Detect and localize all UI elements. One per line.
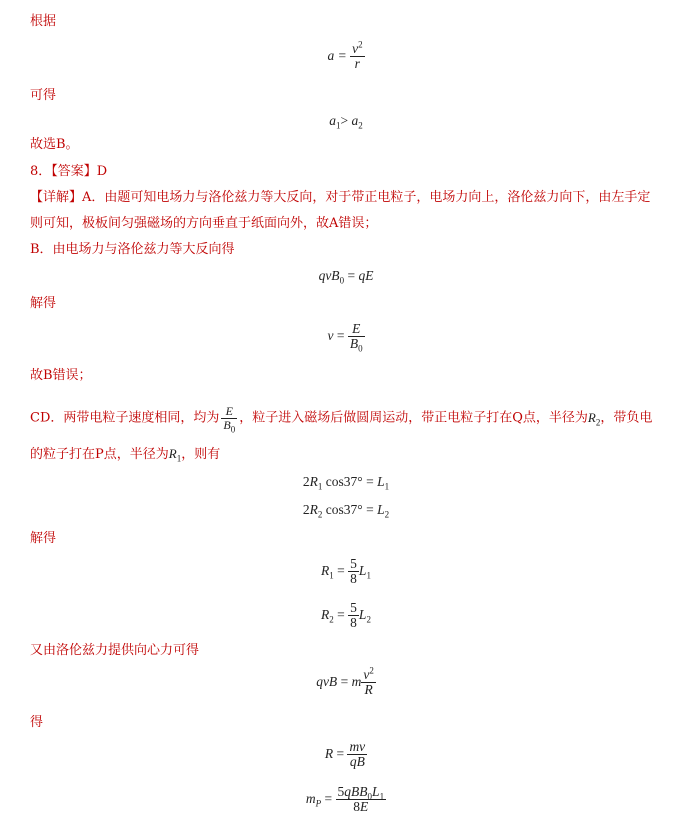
equation-compare: $a_1> a_2$	[329, 113, 363, 131]
text-line: 解得	[30, 296, 57, 311]
text-line: 根据	[30, 14, 57, 29]
text-line: B．由电场力与洛伦兹力等大反向得	[30, 242, 235, 257]
explanation-text: A．由题可知电场力与洛伦兹力等大反向，对于带正电粒子，电场力向上，洛伦兹力向下，由左手定	[82, 190, 651, 205]
equation-geometry-2: $2R_2$ $\cos 37^\circ = L_2$	[302, 502, 390, 520]
text-line: 又由洛伦兹力提供向心力可得	[30, 643, 200, 658]
explanation-line	[30, 189, 650, 207]
answer-line: 8．【答案】D	[30, 164, 108, 179]
text-segment: ，则有	[181, 447, 221, 462]
equation-geometry-1: $2R_1$ $\cos 37^\circ = L_1$	[302, 474, 390, 492]
text-line: 故选B。	[30, 137, 79, 152]
text-segment: ，粒子进入磁场后做圆周运动，带正电粒子打在Q点，半径为	[239, 410, 588, 426]
equation-mass-p: $m_P$ = $\frac{5qBB_0L_1}{8E}$	[305, 784, 385, 815]
text-segment: CD．两带电粒子速度相同，均为	[30, 410, 220, 426]
text-segment: ，带负电	[600, 410, 653, 426]
text-line: 得	[30, 715, 44, 730]
text-segment: 的粒子打在P点，半径为	[30, 447, 169, 462]
text-line: 的粒子打在P点，半径为$R_1$，则有	[30, 446, 221, 464]
equation-radius-2: $R_2$ = $\frac{5}{8}$ $L_2$	[321, 600, 371, 631]
text-line: 故B错误；	[30, 368, 92, 383]
equation-lorentz-centripetal: qvB = m $\frac{v^2}{R}$	[316, 665, 374, 698]
equation-radius-general: R = $\frac{mv}{qB}$	[324, 739, 366, 770]
text-line: CD．两带电粒子速度相同，均为 $\frac{E}{B_0}$ ，粒子进入磁场后做圆周运动，带正电粒子打在Q点，半径为$R_2$，带负电	[30, 404, 653, 434]
equation-radius-1: $R_1$ = $\frac{5}{8}$ $L_1$	[321, 556, 371, 587]
equation-velocity: v = $\frac{E}{B_0}$	[327, 321, 363, 354]
text-line: 可得	[30, 88, 57, 103]
explanation-tag: 【详解】	[30, 190, 83, 205]
text-line: 则可知，极板间匀强磁场的方向垂直于纸面向外，故A错误；	[30, 216, 378, 231]
equation-centripetal: a = $\frac{v^2}{r}$	[327, 39, 363, 72]
equation-force-balance: qvB$_0$ = qE	[318, 268, 374, 286]
text-line: 解得	[30, 531, 57, 546]
